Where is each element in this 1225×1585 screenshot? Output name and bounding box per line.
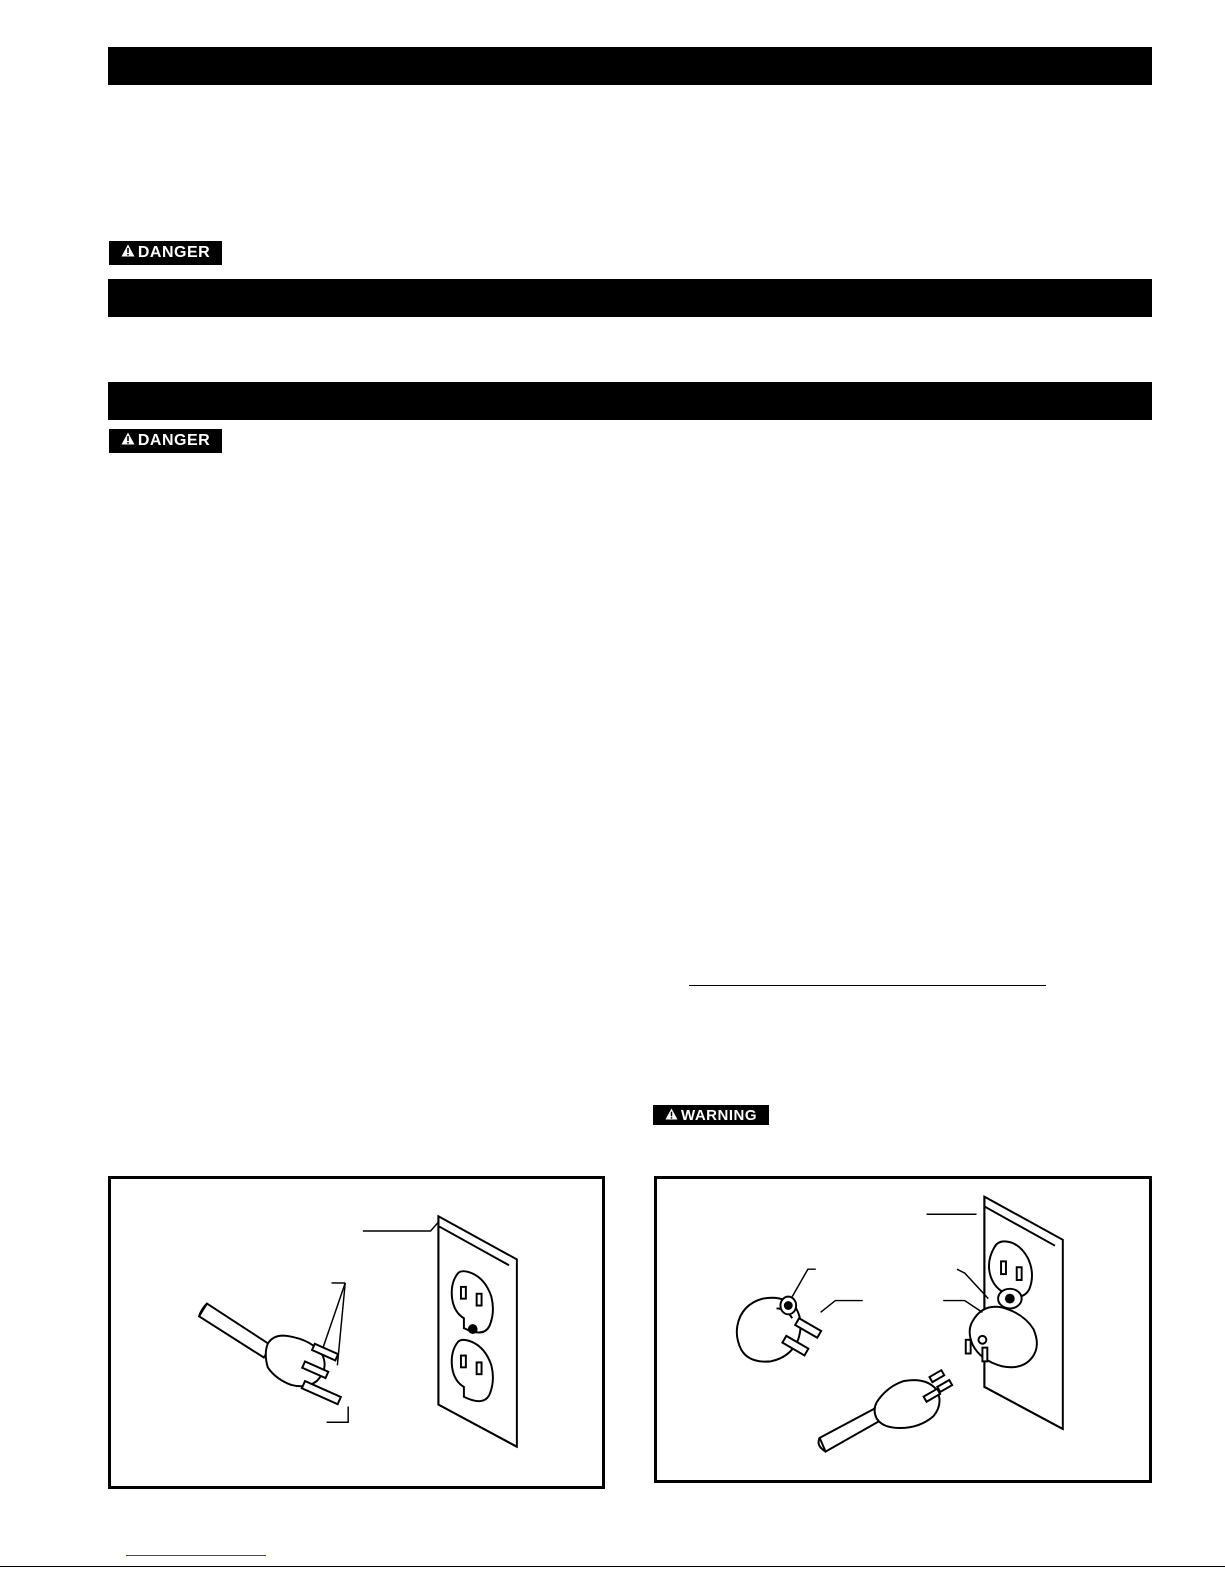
warning-triangle-icon: [121, 244, 135, 262]
danger-label: DANGER: [137, 244, 211, 261]
footer-link-underline[interactable]: [126, 1555, 266, 1556]
section-header-bar-2: [108, 279, 1152, 317]
section-header-bar-3: [108, 382, 1152, 420]
warning-triangle-icon: [121, 432, 135, 450]
danger-badge-1: [109, 241, 222, 265]
grounded-outlet-plate: [438, 1216, 516, 1446]
grounded-plug-illustration: [111, 1179, 602, 1486]
loose-adapter: [737, 1297, 821, 1362]
grounded-cord-plug: [819, 1370, 953, 1451]
warning-badge: [653, 1105, 769, 1125]
figure-grounded-plug: [108, 1176, 605, 1489]
figure-adapter: [654, 1176, 1152, 1483]
footer-rule: [0, 1566, 1225, 1567]
callout-leaders: [322, 1222, 439, 1422]
warning-triangle-icon: [665, 1107, 678, 1124]
underline-rule: [689, 985, 1046, 986]
warning-label: WARNING: [681, 1106, 757, 1124]
three-prong-plug: [199, 1304, 341, 1405]
section-header-bar-1: [108, 47, 1152, 85]
adapter-illustration: [657, 1179, 1149, 1480]
danger-badge-2: [109, 429, 222, 453]
danger-label: DANGER: [137, 432, 211, 449]
callout-leaders: [792, 1214, 988, 1312]
